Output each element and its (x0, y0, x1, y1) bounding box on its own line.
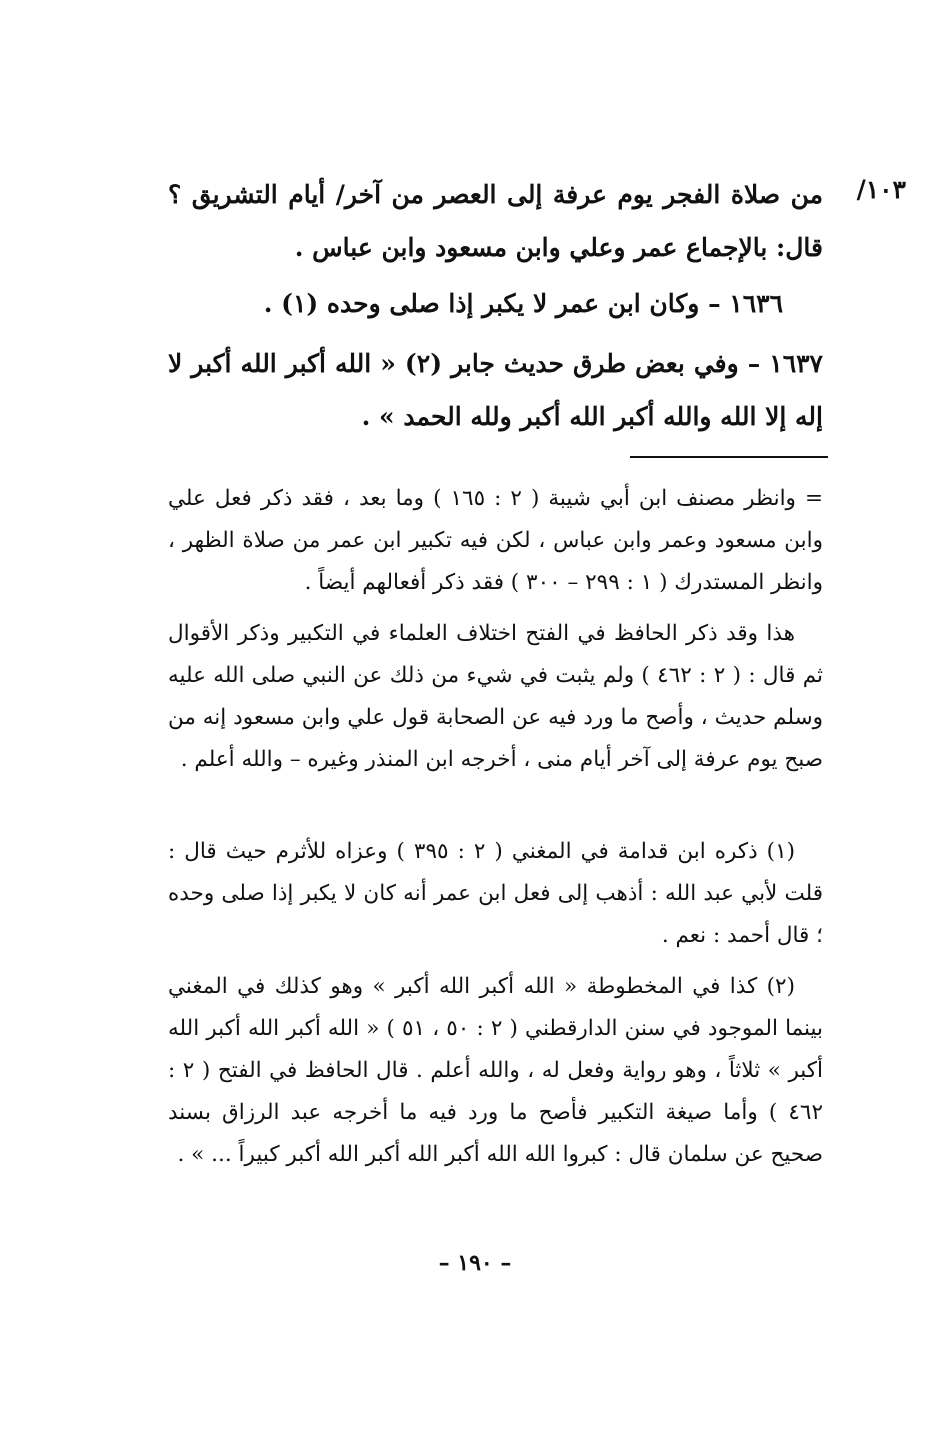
footnote-1-text: (١) ذكره ابن قدامة في المغني ( ٢ : ٣٩٥ ) وعزاه للأثرم حيث قال : قلت لأبي عبد الله : أذهب إلى فعل ابن عمر أنه كان لا يكبر إذا صلى وحده ؛ قال أحمد : نعم . (168, 839, 823, 948)
footnote-hafiz-text: هذا وقد ذكر الحافظ في الفتح اختلاف العلماء في التكبير وذكر الأقوال ثم قال : ( ٢ : ٤٦٢ ) ولم يثبت في شيء من ذلك عن النبي صلى الله عليه وسلم حديث ، وأصح ما ورد فيه عن الصحابة قول علي وابن مسعود إنه من صبح يوم عرفة إلى آخر أيام منى ، أخرجه ابن المنذر وغيره – والله أعلم . (168, 621, 823, 772)
footnote-2 (168, 966, 823, 1176)
page-number: – ١٩٠ – (438, 1250, 512, 1276)
folio-marker: ١٠٣/ (856, 175, 906, 204)
main-paragraph-1637: ١٦٣٧ – وفي بعض طرق حديث جابر (٢) « الله أكبر الله أكبر لا إله إلا الله والله أكبر الله أكبر ولله الحمد » . (168, 349, 823, 431)
footnote-continuation-text: = وانظر مصنف ابن أبي شيبة ( ٢ : ١٦٥ ) وما بعد ، فقد ذكر فعل علي وابن مسعود وعمر وابن عباس ، لكن فيه تكبير ابن عمر من صلاة الظهر ، وانظر المستدرك ( ١ : ٢٩٩ – ٣٠٠ ) فقد ذكر أفعالهم أيضاً . (168, 486, 823, 595)
footnote-continuation (168, 478, 823, 604)
footnote-hafiz (168, 613, 823, 781)
main-paragraph-1: من صلاة الفجر يوم عرفة إلى العصر من آخر/ أيام التشريق ؟ قال: بالإجماع عمر وعلي وابن مسعود وابن عباس . (168, 180, 823, 262)
footnote-2-text: (٢) كذا في المخطوطة « الله أكبر الله أكبر » وهو كذلك في المغني بينما الموجود في سنن الدارقطني ( ٢ : ٥٠ ، ٥١ ) « الله أكبر الله أكبر الله أكبر » ثلاثاً ، وهو رواية وفعل له ، والله أعلم . قال الحافظ في الفتح ( ٢ : ٤٦٢ ) وأما صيغة التكبير فأصح ما ورد فيه ما أخرجه عبد الرزاق بسند صحيح عن سلمان قال : كبروا الله الله أكبر الله أكبر الله أكبر كبيراً ... » . (168, 974, 824, 1167)
footnote-1 (168, 831, 823, 957)
footnote-separator (630, 456, 828, 458)
main-paragraph-1636: ١٦٣٦ – وكان ابن عمر لا يكبر إذا صلى وحده (١) . (263, 289, 783, 318)
